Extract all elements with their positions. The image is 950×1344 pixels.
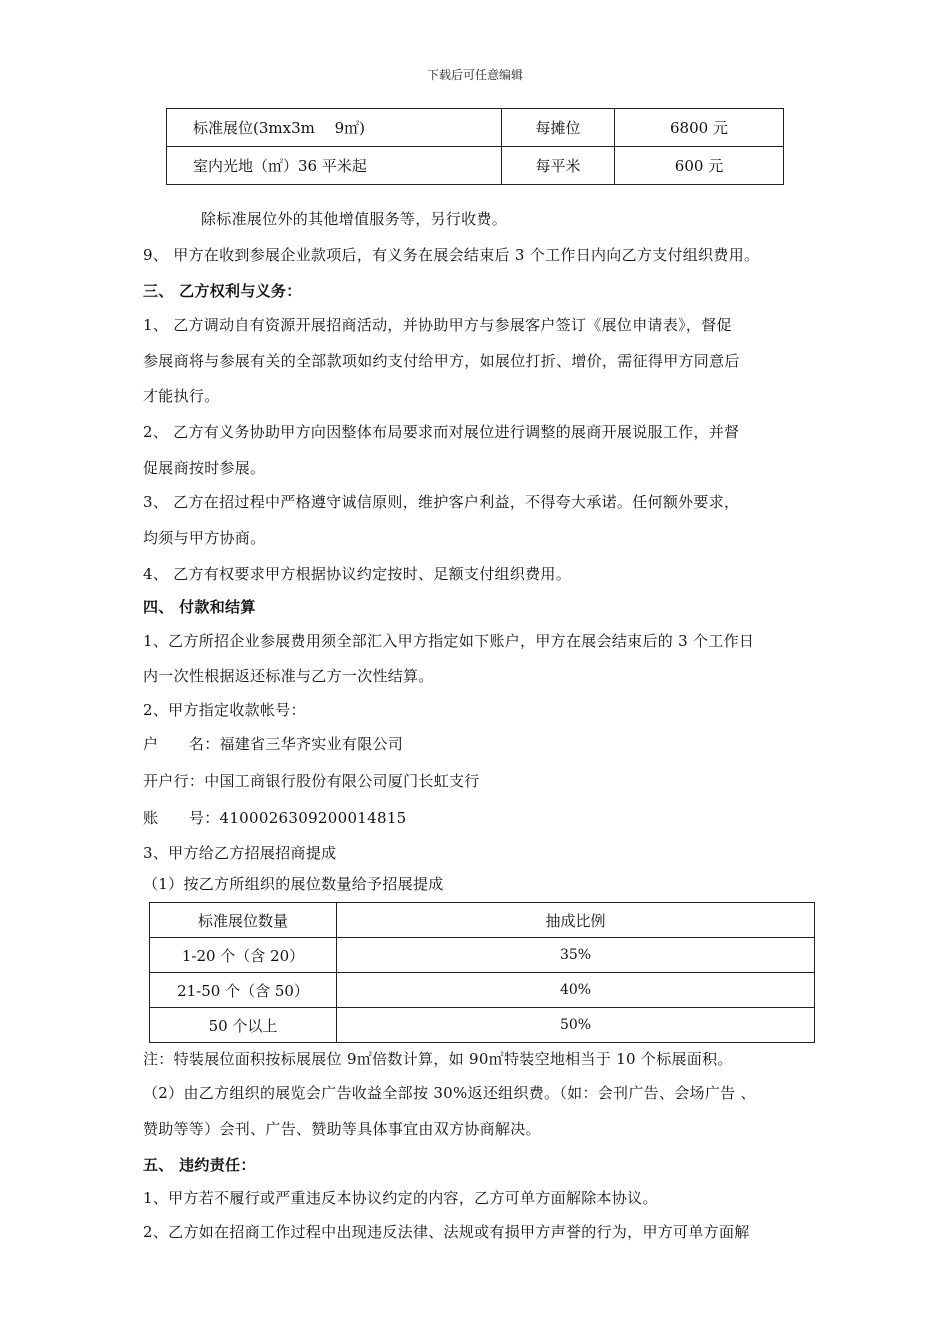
table-cell: 1-20 个（含 20） bbox=[150, 938, 337, 973]
section-heading: 四、 付款和结算 bbox=[143, 598, 256, 616]
account-number: 账 号：4100026309200014815 bbox=[143, 809, 407, 827]
table-cell: 50% bbox=[337, 1008, 815, 1043]
account-name: 户 名：福建省三华齐实业有限公司 bbox=[143, 735, 404, 753]
paragraph-line: 1、乙方所招企业参展费用须全部汇入甲方指定如下账户，甲方在展会结束后的 3 个工作日 bbox=[143, 632, 755, 650]
table-cell: 6800 元 bbox=[615, 109, 784, 147]
paragraph-line: 3、 乙方在招过程中严格遵守诚信原则，维护客户利益，不得夸大承诺。任何额外要求， bbox=[143, 493, 740, 511]
table-row bbox=[150, 1008, 815, 1043]
paragraph-line: 1、甲方若不履行或严重违反本协议约定的内容，乙方可单方面解除本协议。 bbox=[143, 1189, 658, 1207]
table-cell: 50 个以上 bbox=[150, 1008, 337, 1043]
table-row bbox=[167, 147, 784, 185]
booth-price-table bbox=[166, 108, 784, 185]
table-header-row bbox=[150, 903, 815, 938]
paragraph-line: 9、 甲方在收到参展企业款项后，有义务在展会结束后 3 个工作日内向乙方支付组织费用。 bbox=[143, 246, 760, 264]
account-bank: 开户行：中国工商银行股份有限公司厦门长虹支行 bbox=[143, 772, 480, 790]
table-header-cell: 标准展位数量 bbox=[150, 903, 337, 938]
paragraph-line: 赞助等等）会刊、广告、赞助等具体事宜由双方协商解决。 bbox=[143, 1120, 541, 1138]
table-cell: 35% bbox=[337, 938, 815, 973]
table-cell: 40% bbox=[337, 973, 815, 1008]
table-cell: 每摊位 bbox=[502, 109, 615, 147]
table-cell: 标准展位(3mx3m 9㎡) bbox=[167, 109, 502, 147]
paragraph-line: 2、乙方如在招商工作过程中出现违反法律、法规或有损甲方声誉的行为，甲方可单方面解 bbox=[143, 1223, 750, 1241]
paragraph-line: 注：特装展位面积按标展展位 9㎡倍数计算，如 90㎡特装空地相当于 10 个标展面积。 bbox=[143, 1050, 733, 1068]
table-row bbox=[150, 938, 815, 973]
section-heading: 三、 乙方权利与义务： bbox=[143, 282, 302, 300]
paragraph-line: 2、甲方指定收款帐号： bbox=[143, 701, 306, 719]
paragraph-line: 均须与甲方协商。 bbox=[143, 529, 266, 547]
table-row bbox=[150, 973, 815, 1008]
paragraph-line: 才能执行。 bbox=[143, 387, 220, 405]
paragraph-line: 参展商将与参展有关的全部款项如约支付给甲方，如展位打折、增价，需征得甲方同意后 bbox=[143, 352, 740, 370]
table-cell: 每平米 bbox=[502, 147, 615, 185]
section-heading: 五、 违约责任： bbox=[143, 1156, 256, 1174]
page-header-note: 下载后可任意编辑 bbox=[426, 68, 523, 82]
commission-table bbox=[149, 902, 815, 1043]
paragraph-line: 促展商按时参展。 bbox=[143, 459, 266, 477]
table-cell: 21-50 个（含 50） bbox=[150, 973, 337, 1008]
paragraph-line: 3、甲方给乙方招展招商提成 bbox=[143, 844, 337, 862]
paragraph-line: 4、 乙方有权要求甲方根据协议约定按时、足额支付组织费用。 bbox=[143, 565, 572, 583]
table-cell: 600 元 bbox=[615, 147, 784, 185]
table-header-cell: 抽成比例 bbox=[337, 903, 815, 938]
paragraph-line: （1）按乙方所组织的展位数量给予招展提成 bbox=[143, 875, 444, 893]
paragraph-line: （2）由乙方组织的展览会广告收益全部按 30%返还组织费。（如：会刊广告、会场广告 、 bbox=[143, 1084, 756, 1102]
paragraph-line: 2、 乙方有义务协助甲方向因整体布局要求而对展位进行调整的展商开展说服工作，并督 bbox=[143, 423, 740, 441]
paragraph-line: 1、 乙方调动自有资源开展招商活动，并协助甲方与参展客户签订《展位申请表》，督促 bbox=[143, 316, 732, 334]
paragraph-line: 内一次性根据返还标准与乙方一次性结算。 bbox=[143, 667, 434, 685]
paragraph-line: 除标准展位外的其他增值服务等，另行收费。 bbox=[201, 210, 508, 228]
table-row bbox=[167, 109, 784, 147]
table-cell: 室内光地（㎡）36 平米起 bbox=[167, 147, 502, 185]
